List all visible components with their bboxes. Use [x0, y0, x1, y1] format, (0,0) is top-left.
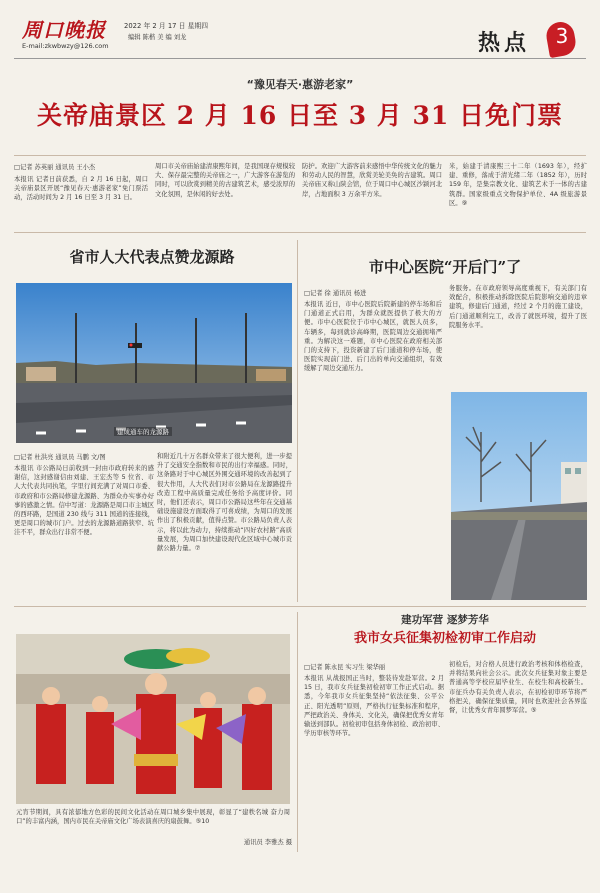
story4-byline: □记者 陈永昆 实习生 梁华丽 [304, 664, 386, 671]
lead-col-1: 本报讯 记者日前获悉，自 2 月 16 日起，周口关帝庙景区开展“豫见春天·惠游老家”免门票活动，活动时间为 2 月 16 日至 3 月 31 日。 [14, 176, 148, 202]
road-photo [16, 283, 292, 443]
story4-kicker: 建功军营 逐梦芳华 [401, 614, 489, 626]
story2-col-2: 和附近几十万名群众带来了很大便利，进一步提升了交通安全指数和市民的出行幸福感。同时，这条路对于中心城区外围交通环境的改善起到了很大作用，人大代表们对市公路局在龙源路提升改造工程中高质量完成任务给予高度评价。同时，他们还表示，周口市公路局这些年在交通基础设施建设方面取得了可喜成绩，为周口的发展作出了积极贡献，值得点赞。市公路局负责人表示，将以此为动力，持续推动“四好农村路”高质量发展，为周口加快建设现代化区域中心城市贡献公路力量。⑦ [157, 453, 292, 553]
folk-dance-photo [16, 634, 290, 804]
hospital-photo [451, 392, 587, 600]
lead-col-2: 周口市关帝庙始建清康熙年间，是我国现存规模较大、保存最完整的关帝庙之一，广大游客在游览的同时，可以欣赏到精美的古建筑艺术，感受浓厚的文化氛围，是休闲的好去处。 [155, 163, 295, 198]
story2-col-1: 本报讯 市公路局日前收到一封由市政府转来的感谢信，这封感谢信由刘建、王宏杰等 5 位省、市人大代表共同执笔，字里行间充满了对周口市委、市政府和市公路局修建龙源路、为群众办实事办好事的感激之情。信中写道：龙源路是周口市主城区的西环路，是国道 230 线与 311 国道的连接线，更是周口的城市门户。过去的龙源路道路狭窄、坑洼不平，群众出行非常不便。 [14, 465, 154, 537]
lead-col-4: 米，始建于清康熙三十二年（1693 年），经扩建、重修，落成于清光绪二年（1852 年），历时 159 年，是集宗教文化、建筑艺术于一体的古建筑群。国家级重点文物保护单位、4A 级旅游景区。⑨ [449, 163, 587, 207]
story3-headline: 市中心医院“开后门”了 [368, 258, 522, 276]
editor-line: 编辑 陈楷 美 编 刘龙 [128, 34, 187, 41]
story2-byline: □记者 杜洪亮 通讯员 马鹏 文/图 [14, 454, 106, 461]
lead-headline: 关帝庙景区 2 月 16 日至 3 月 31 日免门票 [36, 101, 563, 130]
section-title: 热点 [478, 30, 531, 56]
road-photo-caption: 建成通车的龙源路 [114, 427, 172, 436]
lead-byline: □记者 苏英丽 通讯员 王小杰 [14, 164, 96, 171]
story4-col-1: 本报讯 从战报国正当时，整装待发赴军营。2 月 15 日，我市女兵征集初检初审工作正式启动。据悉，今年我市女兵征集坚持“依法征集、公平公正、阳光透明”原则，严格执行征集标准和程序，严把政治关、身体关、文化关，确保把优秀女青年输送到部队。初检初审包括身体初检、政治初审、学历审核等环节。 [304, 675, 444, 738]
lead-col-3: 防护。欢迎广大游客前来感悟中华传统文化的魅力和劳动人民的智慧，欣赏美轮美奂的古建筑。周口关帝庙又称山陕会馆，位于周口中心城区沙颍河北岸，占地面积 3 万余平方米。 [302, 163, 442, 198]
story3-byline: □记者 徐 通讯员 杨进 [304, 290, 367, 297]
logo: 周口晚报 [22, 18, 106, 42]
story4-col-2: 初检后，对合格人员进行政治考核和体格检查，并将结果向社会公示。此次女兵征集对象主要是普通高等学校应届毕业生、在校生和高校新生。市征兵办有关负责人表示，在初检初审环节将严格把关，确保征集质量，同时也欢迎社会各界监督，让优秀女青年圆梦军营。⑤ [449, 661, 587, 715]
story3-col-1: 本报讯 近日，市中心医院后院新建的停车场和后门通道正式启用，为群众就医提供了极大的方便。市中心医院位于市中心城区，就医人员多，车辆多，每到就诊高峰期，医院周边交通拥堵严重。为解决这一难题，市中心医院在政府相关部门的支持下，投资新建了后门通道和停车场，使医院实现前门进、后门出的单向交通组织，有效缓解了周边交通压力。 [304, 301, 442, 373]
story3-col-2: 务服务。在市政府领导高度重视下，有关部门有效配合，积极推动拆除医院后院影响交通的违章建筑，修建后门通道，经过 2 个月的施工建设，后门通道顺利完工，改善了就医环境，提升了医院服务水平。 [449, 285, 587, 329]
story4-headline: 我市女兵征集初检初审工作启动 [353, 631, 536, 646]
story2-headline: 省市人大代表点赞龙源路 [69, 248, 235, 266]
email: E-mail:zkwbwzy@126.com [22, 42, 109, 50]
photo-caption: 元宵节期间，具有浓郁地方色彩的民间文化活动在周口城乡集中展现，彰显了“建秩名城 奋力周口”的丰富内涵，国内市民在关帝庙文化广场表演喜庆的扇鼓舞。⑤10 [16, 809, 290, 826]
page-number: 3 [555, 24, 569, 48]
masthead [0, 0, 600, 72]
issue-date: 2022 年 2 月 17 日 星期四 [124, 22, 209, 30]
masthead-rule [14, 58, 586, 59]
photo-credit: 通讯员 李雅杰 摄 [243, 839, 292, 846]
lead-kicker: “豫见春天·惠游老家” [246, 78, 354, 91]
